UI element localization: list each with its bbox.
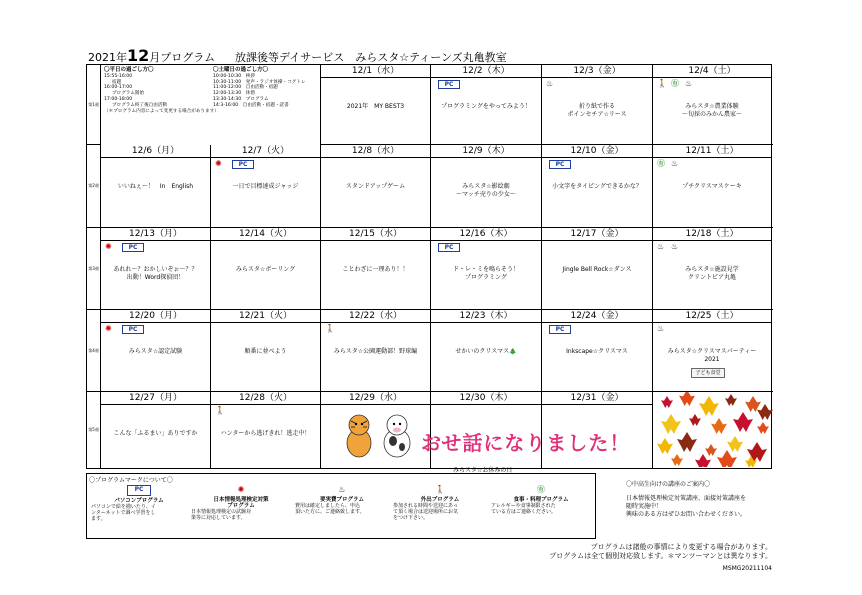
notice-line: 興味のある方はぜひお問い合わせください。: [626, 511, 747, 518]
program-name: スタンドアップゲーム: [345, 183, 406, 190]
program-name: 順番に並べよう: [244, 348, 287, 355]
certification-icon: ✺: [215, 159, 222, 168]
program-name: みらスタ☆認定試験: [128, 348, 183, 355]
day-date: 12/31（金）: [542, 392, 652, 405]
schedule-item: プログラム終了後自由活動: [112, 102, 168, 108]
legend-item: [393, 485, 487, 521]
day-date: 12/6（月）: [101, 145, 210, 158]
calendar-day-cell: [542, 145, 653, 227]
pc-program-icon: PC: [549, 160, 571, 169]
program-name: みらスタ☆ボーリング: [235, 266, 296, 273]
legend-item-title: パソコンプログラム: [114, 498, 164, 504]
thank-you-headline: おせ話になりました！: [421, 431, 631, 455]
day-date: 12/30（木）: [431, 392, 541, 405]
program-name: あれれ～？おかしいぞぉ～？？ 出動！Word探偵団！: [113, 266, 198, 281]
schedule-item: 10:30-11:00 発声・ラジオ体操・コグトレ: [213, 79, 306, 85]
cost-icon: ♨: [671, 242, 679, 251]
document-code: MSMG20211104: [722, 565, 772, 572]
program-name: ハンターから逃げきれ！逃走中！: [220, 430, 311, 437]
kids-cafeteria-badge: 子ども食堂: [691, 368, 725, 378]
schedule-item: 13:30-14:30 プログラム: [213, 96, 269, 102]
cost-icon: ♨: [657, 242, 665, 251]
legend-item-description: 日本情報処理検定の試験対 策等に対応しています。: [191, 509, 252, 521]
calendar-day-cell: [321, 145, 431, 227]
day-date: 12/15（水）: [321, 228, 430, 241]
saturday-title: 〇土曜日の過ごし方〇: [213, 67, 269, 73]
program-name: 折り紙で作る ポインセチア☆リース: [567, 103, 627, 118]
schedule-item: 12:00-13:30 休憩: [213, 91, 255, 97]
day-date: 12/8（水）: [321, 145, 430, 158]
schedule-note: （＊プログラム内容によって変更する場合があります）: [104, 108, 219, 114]
cost-icon: ♨: [671, 159, 679, 168]
schedule-item: 10:00-10:30 挨拶: [213, 73, 255, 79]
calendar-week: [87, 310, 773, 392]
calendar-week: [87, 145, 773, 228]
calendar-day-cell: [431, 228, 542, 309]
holiday-subtitle: みらスタ☆お休みの日: [453, 467, 513, 474]
title-month: 12: [127, 46, 150, 65]
schedule-item: プログラム開始: [112, 91, 145, 97]
footer-notes: [549, 543, 772, 561]
day-date: 12/25（土）: [653, 310, 771, 323]
day-date: 12/13（月）: [101, 228, 210, 241]
legend-item: [91, 485, 187, 522]
program-name: 2021年 MY BEST3: [346, 103, 405, 110]
program-name: 一日で目標達成ジャッジ: [232, 183, 299, 190]
notice-line: 日本情報処理検定対策講座、面接対策講座を: [626, 495, 747, 502]
calendar-day-cell: [321, 310, 431, 391]
facility-name: 放課後等デイサービス みらスタ☆ティーンズ丸亀教室: [235, 51, 507, 64]
weekday-schedule: [104, 68, 219, 114]
pc-program-icon: PC: [127, 485, 151, 496]
program-name: みらスタ☆クリスマスパーティー 2021: [667, 348, 757, 363]
outing-icon: 🚶: [657, 79, 667, 88]
calendar-day-cell: [101, 392, 211, 468]
calendar-day-cell: [542, 310, 653, 391]
calendar-grid: [86, 64, 772, 474]
schedule-item: 16:00-17:00: [104, 85, 133, 91]
meal-icon: ㊒: [657, 159, 665, 168]
day-date: 12/28（火）: [211, 392, 320, 405]
meal-icon: ㊒: [537, 485, 545, 494]
footer-line: プログラムは全て個別対応致します。＊マンツーマンとは異なります。: [549, 552, 772, 560]
calendar-day-cell: [101, 310, 211, 391]
program-name: 小文字をタイピングできるかな？: [552, 183, 642, 190]
calendar-day-cell: [653, 228, 771, 309]
notice-title: 〇中高生向けの講座のご案内〇: [626, 481, 711, 488]
calendar-day-cell: [542, 65, 653, 144]
pc-program-icon: PC: [122, 325, 144, 334]
calendar-day-cell: [431, 310, 542, 391]
cost-icon: ♨: [338, 485, 346, 494]
calendar-day-cell: [211, 310, 321, 391]
outing-icon: 🚶: [325, 324, 335, 333]
week-label: 第3週: [87, 228, 101, 309]
program-name: Jingle Bell Rock☆ダンス: [562, 266, 632, 273]
day-date: 12/10（金）: [542, 145, 652, 158]
pc-program-icon: PC: [122, 243, 144, 252]
program-name: みらスタ☆影絵劇 ～マッチ売りの少女～: [456, 183, 516, 198]
program-name: みらスタ☆公園運動部！野球編: [333, 348, 418, 355]
calendar-day-cell: [211, 392, 321, 468]
day-date: 12/3（金）: [542, 65, 652, 78]
program-mark-legend: [86, 473, 596, 539]
calendar-day-cell: [653, 145, 771, 227]
calendar-week: [87, 228, 773, 310]
legend-item-title: 日本情報処理検定対策 プログラム: [213, 497, 269, 509]
legend-item-description: 費用は確定しましたら、申込 頂いた方に、ご連絡致します。: [295, 503, 365, 515]
legend-item-description: パソコンで絵を描いたり、イ ンターネットで調べ学習をし ます。: [91, 504, 156, 522]
program-name: Inkscape☆クリスマス: [566, 348, 628, 355]
legend-item-title: 食事・料理プログラム: [513, 497, 569, 503]
outing-icon: 🚶: [435, 485, 445, 494]
calendar-day-cell: [101, 228, 211, 309]
schedule-item: 14:3-16:00 自由活動・宿題・読書: [213, 102, 289, 108]
day-date: 12/21（火）: [211, 310, 320, 323]
schedule-item: 宿題: [112, 79, 122, 85]
day-date: 12/20（月）: [101, 310, 210, 323]
legend-item: [295, 485, 389, 515]
pc-program-icon: PC: [232, 160, 254, 169]
program-name: いいねぇ～！ In English: [117, 183, 194, 190]
notice-line: 随時実施中！: [626, 503, 663, 510]
day-date: 12/16（木）: [431, 228, 541, 241]
calendar-day-cell: [101, 145, 211, 227]
holiday-banner: [335, 405, 657, 474]
autumn-leaves-illustration: [657, 392, 773, 467]
program-name: プログラミングをやってみよう！: [441, 103, 531, 110]
day-date: 12/2（木）: [431, 65, 541, 78]
day-date: 12/27（月）: [101, 392, 210, 405]
calendar-day-cell: [431, 145, 542, 227]
calendar-day-cell: [211, 228, 321, 309]
program-name: みらスタ☆農業体験 ～旬採のみかん農家～: [681, 103, 742, 118]
calendar-day-cell: [321, 65, 431, 144]
program-name: ことわざに一理あり！！: [342, 266, 409, 273]
animal-mascots-illustration: [337, 405, 427, 465]
day-date: 12/24（金）: [542, 310, 652, 323]
legend-item-description: 参加される時間や送迎にあっ て頂く場合は送迎場所にお気 をつけ下さい。: [393, 503, 459, 521]
week-label: 第5週: [87, 392, 101, 468]
cost-icon: ♨: [546, 79, 554, 88]
day-date: 12/7（火）: [211, 145, 320, 158]
legend-item-title: 外出プログラム: [420, 497, 460, 503]
course-notice: [626, 481, 746, 519]
program-name: みらスタ☆施設見学 クリントピア丸亀: [685, 266, 739, 281]
page-title: [88, 46, 788, 64]
legend-item-description: アレルギーや食事制限された ている方はご連絡ください。: [491, 503, 557, 515]
title-month-suffix: 月プログラム: [149, 51, 216, 64]
maple-leaves-icon: [657, 392, 773, 467]
day-date: 12/1（水）: [321, 65, 430, 78]
day-date: 12/23（木）: [431, 310, 541, 323]
daily-schedule-box: [101, 65, 321, 145]
cost-icon: ♨: [657, 324, 665, 333]
outing-icon: 🚶: [215, 406, 225, 415]
schedule-item: 11:00-12:00 自由活動・宿題: [213, 85, 278, 91]
day-date: 12/17（金）: [542, 228, 652, 241]
day-date: 12/11（土）: [653, 145, 771, 158]
day-date: 12/29（水）: [321, 392, 430, 405]
week-label: 第4週: [87, 310, 101, 391]
day-date: 12/18（土）: [653, 228, 771, 241]
day-date: 12/14（火）: [211, 228, 320, 241]
calendar-day-cell: [653, 65, 771, 144]
calendar-day-cell: [542, 228, 653, 309]
week-label: 第2週: [87, 145, 101, 227]
pc-program-icon: PC: [549, 325, 571, 334]
cost-icon: ♨: [685, 79, 693, 88]
title-year: 2021年: [88, 51, 127, 64]
calendar-day-cell: [321, 228, 431, 309]
calendar-day-cell: [431, 65, 542, 144]
legend-item-title: 要実費プログラム: [320, 497, 364, 503]
day-date: 12/4（土）: [653, 65, 771, 78]
legend-title: 〇プログラムマークについて〇: [89, 477, 173, 484]
legend-item: [191, 485, 291, 521]
pc-program-icon: PC: [438, 243, 460, 252]
schedule-item: 15:55-16:00: [104, 73, 133, 79]
saturday-schedule: [213, 68, 305, 109]
program-name: ド・レ・ミを鳴らそう！ プログラミング: [452, 266, 519, 281]
calendar-day-cell: [211, 145, 321, 227]
certification-icon: ✺: [105, 242, 112, 251]
program-name: せかいのクリスマス🎄: [455, 348, 517, 355]
calendar-week: [87, 65, 773, 145]
footer-line: プログラムは諸般の事情により変更する場合があります。: [590, 543, 772, 551]
day-date: 12/22（水）: [321, 310, 430, 323]
meal-icon: ㊒: [671, 79, 679, 88]
certification-icon: ✺: [105, 324, 112, 333]
day-date: 12/9（木）: [431, 145, 541, 158]
program-name: こんな「ふるまい」ありですか: [113, 430, 198, 437]
program-name: プチクリスマスケーキ: [682, 183, 742, 190]
legend-item: [491, 485, 591, 515]
week-label: 第1週: [87, 65, 101, 144]
calendar-week: [87, 392, 773, 474]
schedule-item: 17:00-18:00: [104, 96, 133, 102]
calendar-day-cell: [653, 310, 771, 391]
certification-icon: ✺: [237, 485, 245, 494]
pc-program-icon: PC: [438, 80, 460, 89]
weekday-title: 〇平日の過ごし方〇: [104, 67, 154, 73]
